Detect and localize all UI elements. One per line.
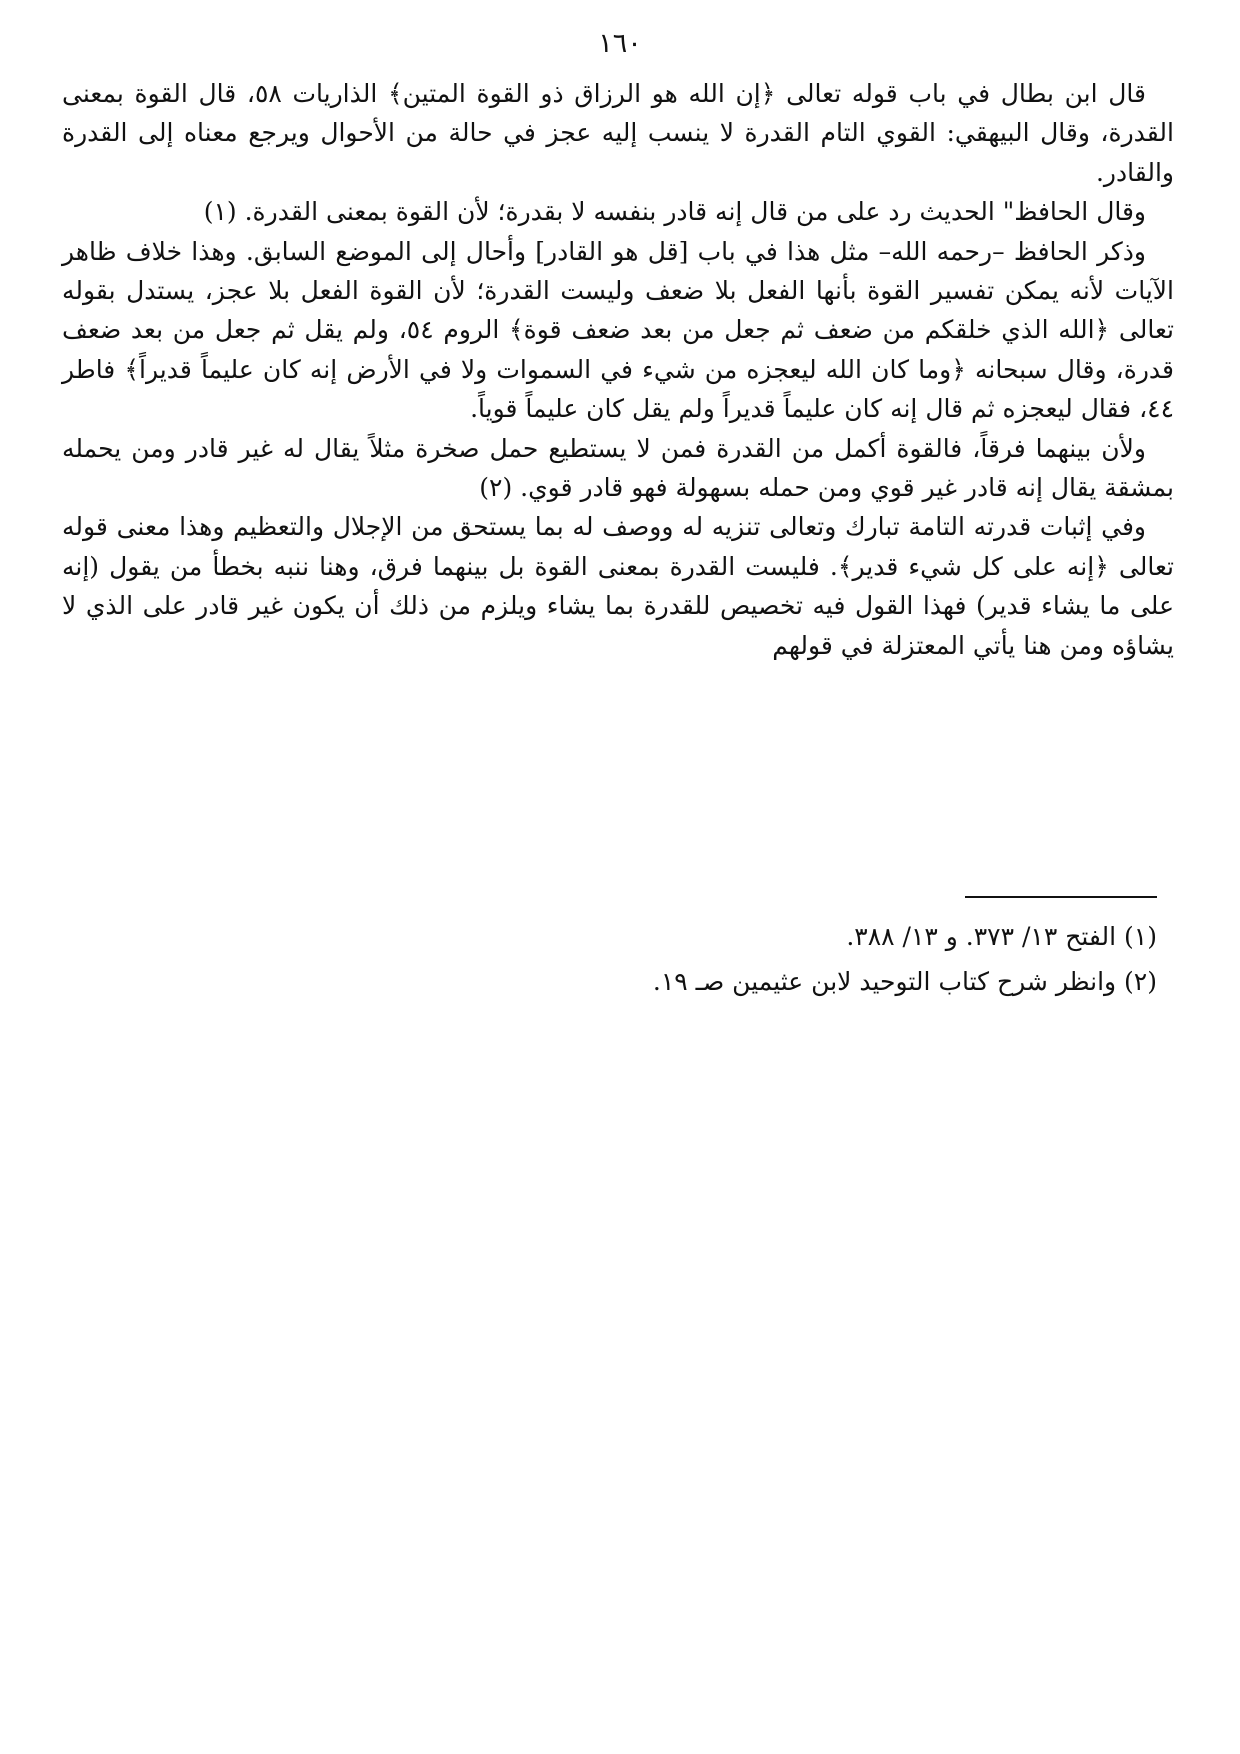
paragraph: وفي إثبات قدرته التامة تبارك وتعالى تنزيه له ووصف له بما يستحق من الإجلال والتعظيم وهذا معنى قوله تعالى ﴿إنه على كل شيء قدير﴾. فليست القدرة بمعنى القوة بل بينهما فرق، وهنا ننبه بخطأ من يقول (إنه على ما يشاء قدير) فهذا القول فيه تخصيص للقدرة بما يشاء ويلزم من ذلك أن يكون غير قادر على الذي لا يشاؤه ومن هنا يأتي المعتزلة في قولهم	[62, 512, 1174, 660]
paragraph: قال ابن بطال في باب قوله تعالى ﴿إن الله هو الرزاق ذو القوة المتين﴾ الذاريات ٥٨، قال القوة بمعنى القدرة، وقال البيهقي: القوي التام القدرة لا ينسب إليه عجز في حالة من الأحوال ويرجع معناه إلى القدرة والقادر.	[62, 79, 1174, 187]
paragraph: وقال الحافظ" الحديث رد على من قال إنه قادر بنفسه لا بقدرة؛ لأن القوة بمعنى القدرة. (١)	[203, 197, 1146, 227]
page-number: ١٦٠	[598, 28, 642, 59]
footnote-separator	[965, 896, 1157, 898]
footnotes	[62, 914, 1157, 1004]
body-text	[62, 74, 1174, 665]
paragraph: ولأن بينهما فرقاً، فالقوة أكمل من القدرة فمن لا يستطيع حمل صخرة مثلاً يقال له غير قادر ومن يحمله بمشقة يقال إنه قادر غير قوي ومن حمله بسهولة فهو قادر قوي. (٢)	[62, 433, 1174, 503]
footnote-1: (١) الفتح ١٣/ ٣٧٣. و ١٣/ ٣٨٨.	[846, 922, 1157, 951]
paragraph: وذكر الحافظ –رحمه الله– مثل هذا في باب [قل هو القادر] وأحال إلى الموضع السابق. وهذا خلاف ظاهر الآيات لأنه يمكن تفسير القوة بأنها الفعل بلا ضعف وليست القدرة؛ لأن القوة الفعل بلا عجز، يستدل بقوله تعالى ﴿الله الذي خلقكم من ضعف ثم جعل من بعد ضعف قوة﴾ الروم ٥٤، ولم يقل ثم جعل من بعد ضعف قدرة، وقال سبحانه ﴿وما كان الله ليعجزه من شيء في السموات ولا في الأرض إنه كان عليماً قديراً﴾ فاطر ٤٤، فقال ليعجزه ثم قال إنه كان عليماً قديراً ولم يقل كان عليماً قوياً.	[62, 236, 1174, 424]
footnote-2: (٢) وانظر شرح كتاب التوحيد لابن عثيمين صـ ١٩.	[652, 967, 1157, 996]
